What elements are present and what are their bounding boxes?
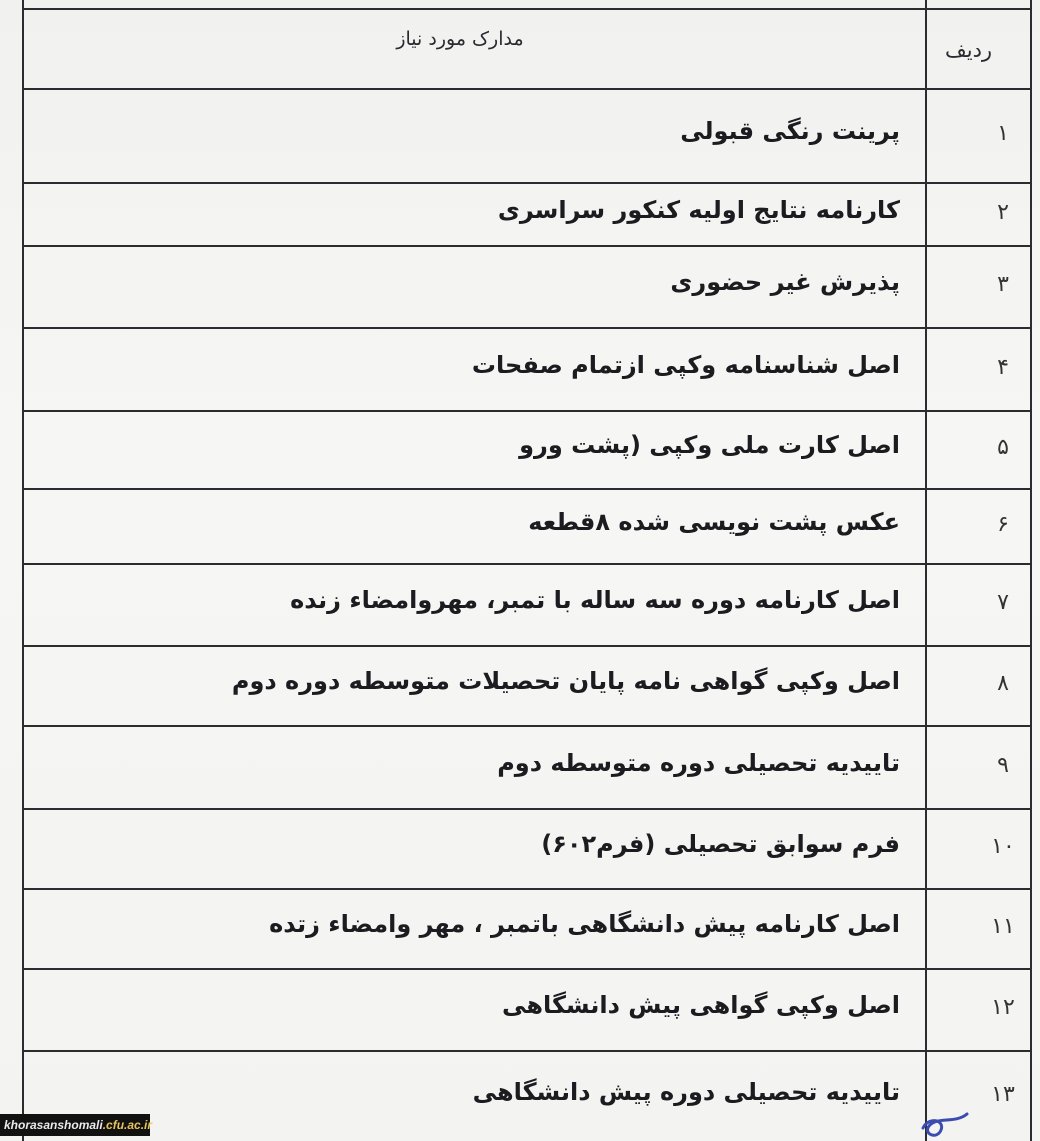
row-divider [22, 182, 1030, 184]
row-divider [22, 645, 1030, 647]
document-requirement: عکس پشت نویسی شده ۸قطعه [528, 507, 900, 536]
row-divider [22, 808, 1030, 810]
document-requirement: اصل وکپی گواهی نامه پایان تحصیلات متوسطه دوره دوم [231, 667, 900, 695]
table-top-border [22, 8, 1030, 10]
row-divider [22, 888, 1030, 890]
document-requirement: فرم سوابق تحصیلی (فرم۶۰۲) [541, 830, 900, 858]
row-number: ۱۰ [991, 834, 1015, 859]
table-right-border [1030, 0, 1032, 1141]
row-number: ۱۲ [991, 995, 1015, 1020]
document-requirement: اصل شناسنامه وکپی ازتمام صفحات [471, 350, 900, 379]
row-divider [22, 410, 1030, 412]
row-divider [22, 245, 1030, 247]
row-divider [22, 563, 1030, 565]
row-divider [22, 725, 1030, 727]
header-docs-label: مدارک مورد نیاز [396, 28, 524, 50]
row-number: ۱ [997, 121, 1009, 146]
document-requirement: اصل کارنامه دوره سه ساله با تمبر، مهروامضاء زنده [290, 586, 900, 614]
row-number: ۸ [997, 671, 1009, 696]
document-requirement: اصل کارنامه پیش دانشگاهی باتمبر ، مهر وامضاء زتده [269, 910, 900, 938]
document-requirement: پرینت رنگی قبولی [680, 117, 900, 145]
row-number: ۱۱ [991, 914, 1015, 939]
row-divider [22, 968, 1030, 970]
row-number: ۱۳ [991, 1081, 1015, 1107]
header-row-label: ردیف [945, 38, 993, 62]
document-requirement: اصل وکپی گواهی پیش دانشگاهی [502, 991, 900, 1019]
row-divider [22, 88, 1030, 90]
table-column-divider [925, 0, 927, 1141]
row-number: ۹ [997, 752, 1009, 778]
row-divider [22, 488, 1030, 490]
row-number: ۳ [997, 272, 1009, 297]
table-left-border [22, 0, 24, 1141]
row-number: ۶ [997, 511, 1009, 537]
document-requirement: پذیرش غیر حضوری [670, 268, 900, 296]
handwritten-check-mark [915, 1110, 975, 1141]
site-watermark [0, 1114, 153, 1136]
document-requirement: تاییدیه تحصیلی دوره پیش دانشگاهی [472, 1077, 900, 1106]
row-number: ۲ [997, 199, 1009, 225]
document-requirement: اصل کارت ملی وکپی (پشت ورو [519, 431, 900, 459]
watermark-domain: khorasanshomali [4, 1118, 103, 1132]
document-requirement: تاییدیه تحصیلی دوره متوسطه دوم [497, 748, 900, 777]
row-number: ۴ [997, 354, 1009, 380]
document-requirement: کارنامه نتایج اولیه کنکور سراسری [497, 195, 900, 224]
row-divider [22, 1050, 1030, 1052]
row-divider [22, 327, 1030, 329]
row-number: ۵ [997, 435, 1009, 460]
watermark-domain-suffix: .cfu.ac.ir [102, 1118, 153, 1132]
row-number: ۷ [997, 590, 1009, 615]
